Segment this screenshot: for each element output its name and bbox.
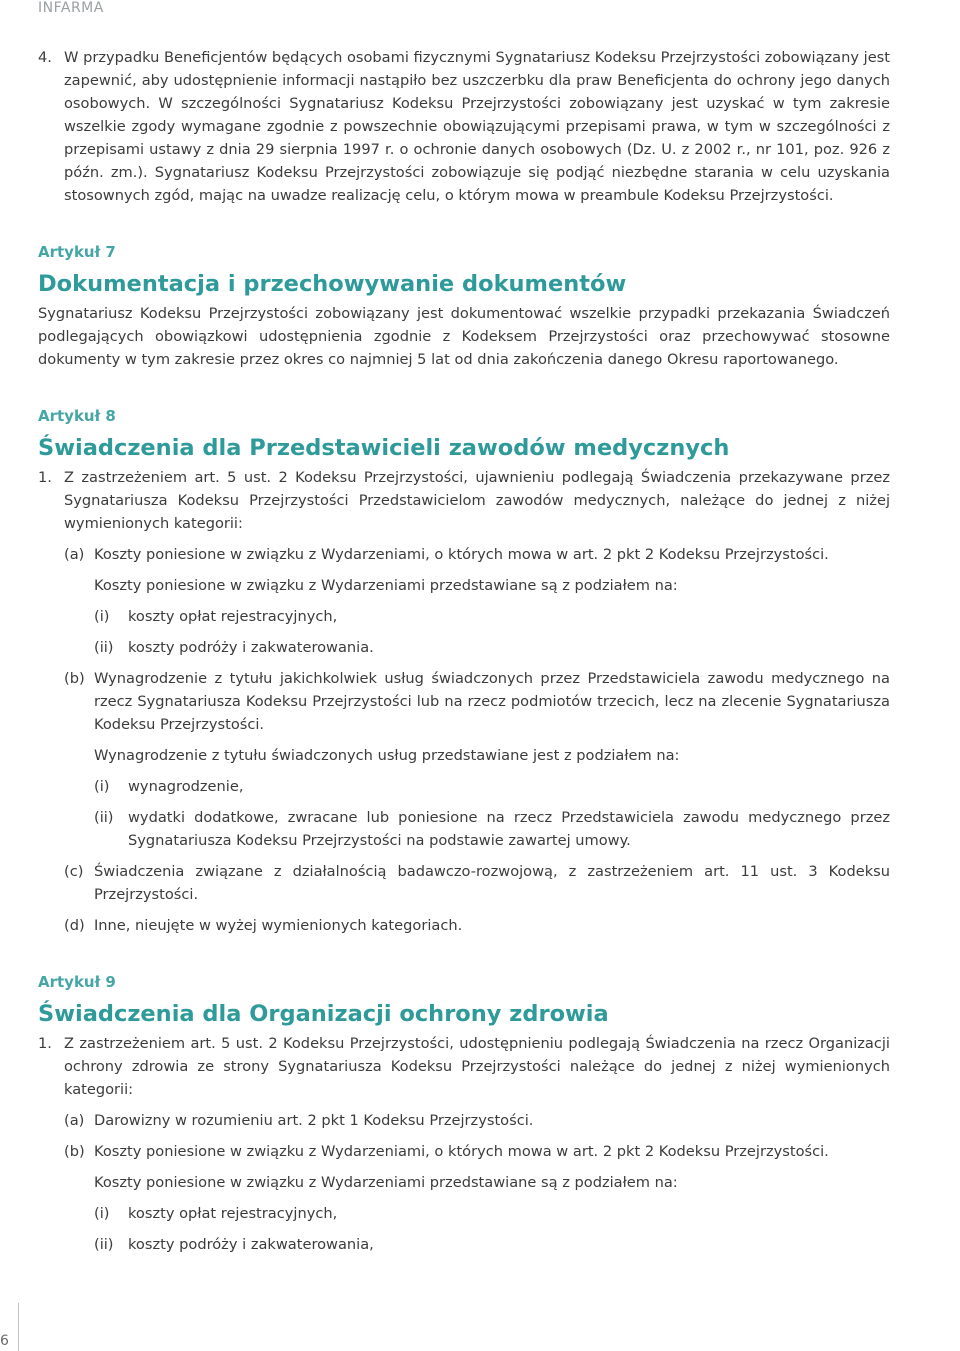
paragraph-text: Z zastrzeżeniem art. 5 ust. 2 Kodeksu Przejrzystości, ujawnieniu podlegają Świadczenia przekazywane przez Sygnatariusza Kodeksu Przejrzystości Przedstawicielom zawodów medycznych, należące do jednej z niżej wymienionych kategorii: — [64, 469, 890, 532]
paragraph-number: 1. — [38, 1035, 52, 1052]
subitem-ii — [94, 806, 890, 852]
item-label: (a) — [64, 1112, 85, 1129]
item-label: (d) — [64, 917, 85, 934]
item-b — [64, 667, 890, 736]
subitem-text: koszty podróży i zakwaterowania. — [128, 639, 374, 656]
item-note: Wynagrodzenie z tytułu świadczonych usług przedstawiane jest z podziałem na: — [94, 747, 680, 764]
item-d — [64, 914, 890, 937]
item-note: Koszty poniesione w związku z Wydarzeniami przedstawiane są z podziałem na: — [94, 1174, 678, 1191]
subitem-i — [94, 1202, 890, 1225]
paragraph-1 — [38, 466, 890, 535]
item-a — [64, 543, 890, 566]
item-text: Świadczenia związane z działalnością badawczo-rozwojową, z zastrzeżeniem art. 11 ust. 3 Kodeksu Przejrzystości. — [94, 863, 890, 903]
item-label: (b) — [64, 670, 85, 687]
article-number: Artykuł 7 — [38, 243, 116, 261]
article-body: Sygnatariusz Kodeksu Przejrzystości zobowiązany jest dokumentować wszelkie przypadki przekazania Świadczeń podlegających obowiązkowi udostępnienia zgodnie z Kodeksem Przejrzystości oraz przechowywać stosowne dokumenty w tym zakresie przez okres co najmniej 5 lat od dnia zakończenia danego Okresu raportowanego. — [38, 305, 890, 368]
item-label: (c) — [64, 863, 84, 880]
item-text: Koszty poniesione w związku z Wydarzeniami, o których mowa w art. 2 pkt 2 Kodeksu Przejrzystości. — [94, 1143, 829, 1160]
article-number: Artykuł 8 — [38, 407, 116, 425]
paragraph-number: 1. — [38, 469, 52, 486]
page-number: 6 — [0, 1333, 9, 1349]
item-b — [64, 1140, 890, 1163]
article-7 — [38, 241, 890, 371]
subitem-text: koszty opłat rejestracyjnych, — [128, 1205, 338, 1222]
subitem-label: (i) — [94, 1205, 110, 1222]
point-text: W przypadku Beneficjentów będących osobami fizycznymi Sygnatariusz Kodeksu Przejrzystości zobowiązany jest zapewnić, aby udostępnienie informacji nastąpiło bez uszczerbku dla praw Beneficjenta do ochrony jego danych osobowych. W szczególności Sygnatariusz Kodeksu Przejrzystości zobowiązany jest uzyskać w tym zakresie wszelkie zgody wymagane zgodnie z powszechnie obowiązującymi przepisami prawa, w tym w szczególności z przepisami ustawy z dnia 29 sierpnia 1997 r. o ochronie danych osobowych (Dz. U. z 2002 r., nr 101, poz. 926 z późn. zm.). Sygnatariusz Kodeksu Przejrzystości zobowiązuje się podjąć niezbędne starania w celu uzyskania stosownych zgód, mając na uwadze realizację celu, o którym mowa w preambule Kodeksu Przejrzystości. — [64, 49, 890, 204]
point-number: 4. — [38, 49, 52, 66]
item-c — [64, 860, 890, 906]
item-label: (b) — [64, 1143, 85, 1160]
paragraph-1 — [38, 1032, 890, 1101]
subitem-ii — [94, 636, 890, 659]
item-text: Wynagrodzenie z tytułu jakichkolwiek usług świadczonych przez Przedstawiciela zawodu medycznego na rzecz Sygnatariusza Kodeksu Przejrzystości lub na rzecz podmiotów trzecich, lecz na zlecenie Sygnatariusza Kodeksu Przejrzystości. — [94, 670, 890, 733]
margin-rule — [18, 1303, 19, 1351]
subitem-text: wynagrodzenie, — [128, 778, 244, 795]
running-header: INFARMA — [38, 0, 104, 16]
subitem-text: koszty podróży i zakwaterowania, — [128, 1236, 374, 1253]
item-text: Inne, nieujęte w wyżej wymienionych kategoriach. — [94, 917, 463, 934]
subitem-label: (ii) — [94, 809, 114, 826]
article-8 — [38, 405, 890, 937]
subitem-i — [94, 605, 890, 628]
article-title: Świadczenia dla Organizacji ochrony zdrowia — [38, 1001, 609, 1027]
subitem-label: (i) — [94, 608, 110, 625]
subitem-text: koszty opłat rejestracyjnych, — [128, 608, 338, 625]
item-text: Darowizny w rozumieniu art. 2 pkt 1 Kodeksu Przejrzystości. — [94, 1112, 534, 1129]
paragraph-text: Z zastrzeżeniem art. 5 ust. 2 Kodeksu Przejrzystości, udostępnieniu podlegają Świadczenia na rzecz Organizacji ochrony zdrowia ze strony Sygnatariusza Kodeksu Przejrzystości należące do jednej z niżej wymienionych kategorii: — [64, 1035, 890, 1098]
item-text: Koszty poniesione w związku z Wydarzeniami, o których mowa w art. 2 pkt 2 Kodeksu Przejrzystości. — [94, 546, 829, 563]
item-label: (a) — [64, 546, 85, 563]
item-note: Koszty poniesione w związku z Wydarzeniami przedstawiane są z podziałem na: — [94, 577, 678, 594]
item-a — [64, 1109, 890, 1132]
subitem-ii — [94, 1233, 890, 1256]
document-body — [38, 46, 890, 1256]
subitem-i — [94, 775, 890, 798]
point-4 — [38, 46, 890, 207]
article-number: Artykuł 9 — [38, 973, 116, 991]
article-title: Dokumentacja i przechowywanie dokumentów — [38, 271, 627, 297]
article-9 — [38, 971, 890, 1256]
subitem-text: wydatki dodatkowe, zwracane lub poniesione na rzecz Przedstawiciela zawodu medycznego przez Sygnatariusza Kodeksu Przejrzystości na podstawie zawartej umowy. — [128, 809, 890, 849]
article-title: Świadczenia dla Przedstawicieli zawodów medycznych — [38, 435, 730, 461]
subitem-label: (i) — [94, 778, 110, 795]
subitem-label: (ii) — [94, 1236, 114, 1253]
subitem-label: (ii) — [94, 639, 114, 656]
